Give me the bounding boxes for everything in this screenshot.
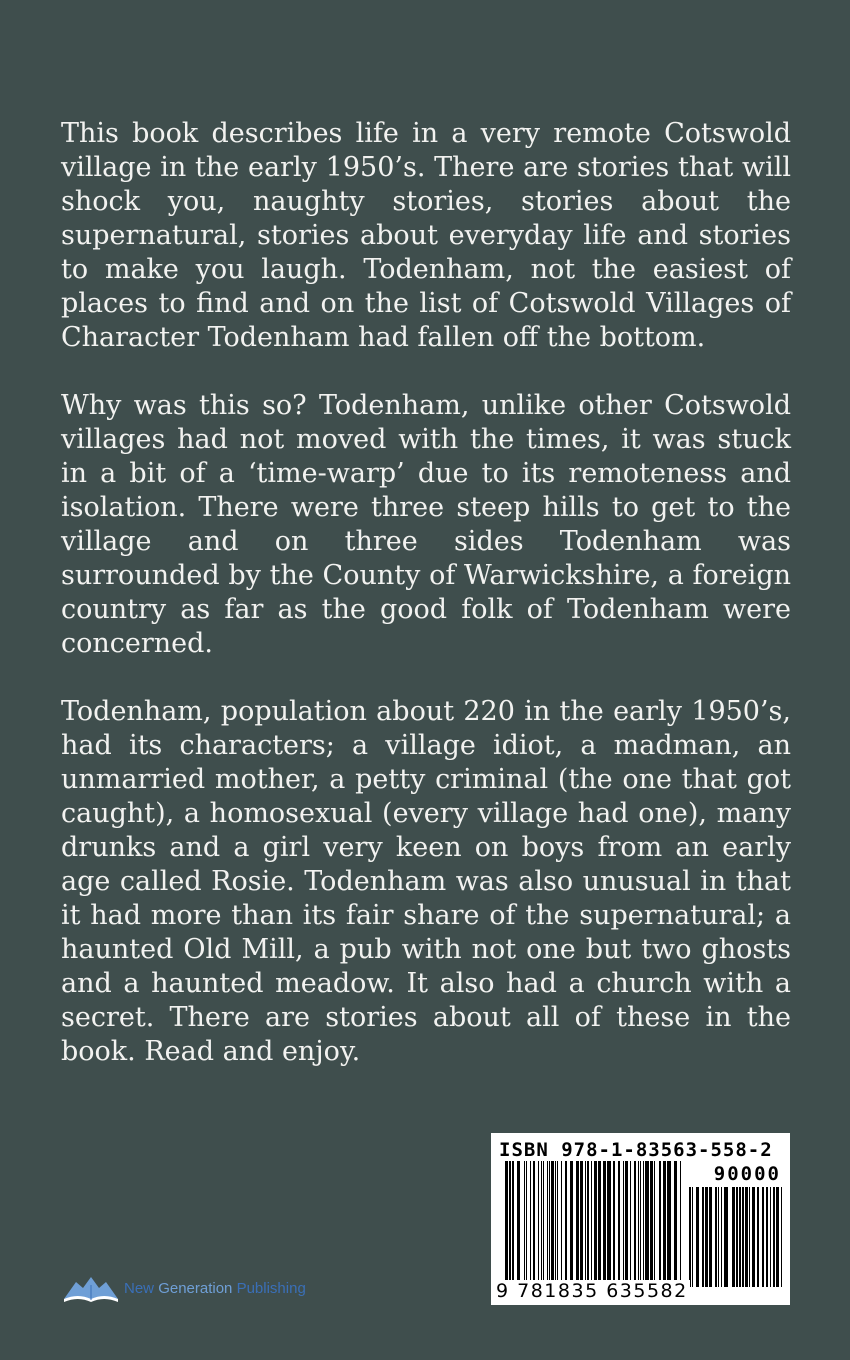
isbn-text: ISBN 978-1-83563-558-2: [499, 1139, 773, 1161]
isbn-barcode: [491, 1133, 790, 1305]
publisher-name: [124, 1280, 306, 1297]
publisher-name-part3: Publishing: [232, 1279, 306, 1297]
blurb-paragraph-3: Todenham, population about 220 in the early 1950’s, had its characters; a village idiot, a madman, an unmarried mother, a petty criminal (the one that got caught), a homosexual (every village had one), many drunks and a girl very keen on boys from an early age called Rosie. Todenham was also unusual in that it had more than its fair share of the supernatural; a haunted Old Mill, a pub with not one but two ghosts and a haunted meadow. It also had a church with a secret. There are stories about all of these in the book. Read and enjoy.: [61, 696, 791, 1067]
blurb: [61, 117, 791, 1103]
publisher-name-part2: Generation: [158, 1279, 233, 1297]
publisher-name-part1: New: [124, 1279, 159, 1297]
price-addon-digits: 90000: [713, 1163, 781, 1185]
publisher-imprint: [62, 1273, 306, 1303]
blurb-paragraph-2: Why was this so? Todenham, unlike other Cotswold villages had not moved with the times, it was stuck in a bit of a ‘time-warp’ due to its remoteness and isolation. There were three steep hills to get to the village and on three sides Todenham was surrounded by the County of Warwickshire, a foreign country as far as the good folk of Todenham were concerned.: [61, 390, 791, 659]
blurb-paragraph-1: This book describes life in a very remote Cotswold village in the early 1950’s. There are stories that will shock you, naughty stories, stories about the supernatural, stories about everyday life and stories to make you laugh. Todenham, not the easiest of places to find and on the list of Cotswold Villages of Character Todenham had fallen off the bottom.: [61, 118, 791, 353]
ean-digits: 9 781835 635582: [491, 1280, 690, 1304]
addon-bars: [689, 1187, 782, 1301]
open-book-icon: [62, 1273, 120, 1303]
